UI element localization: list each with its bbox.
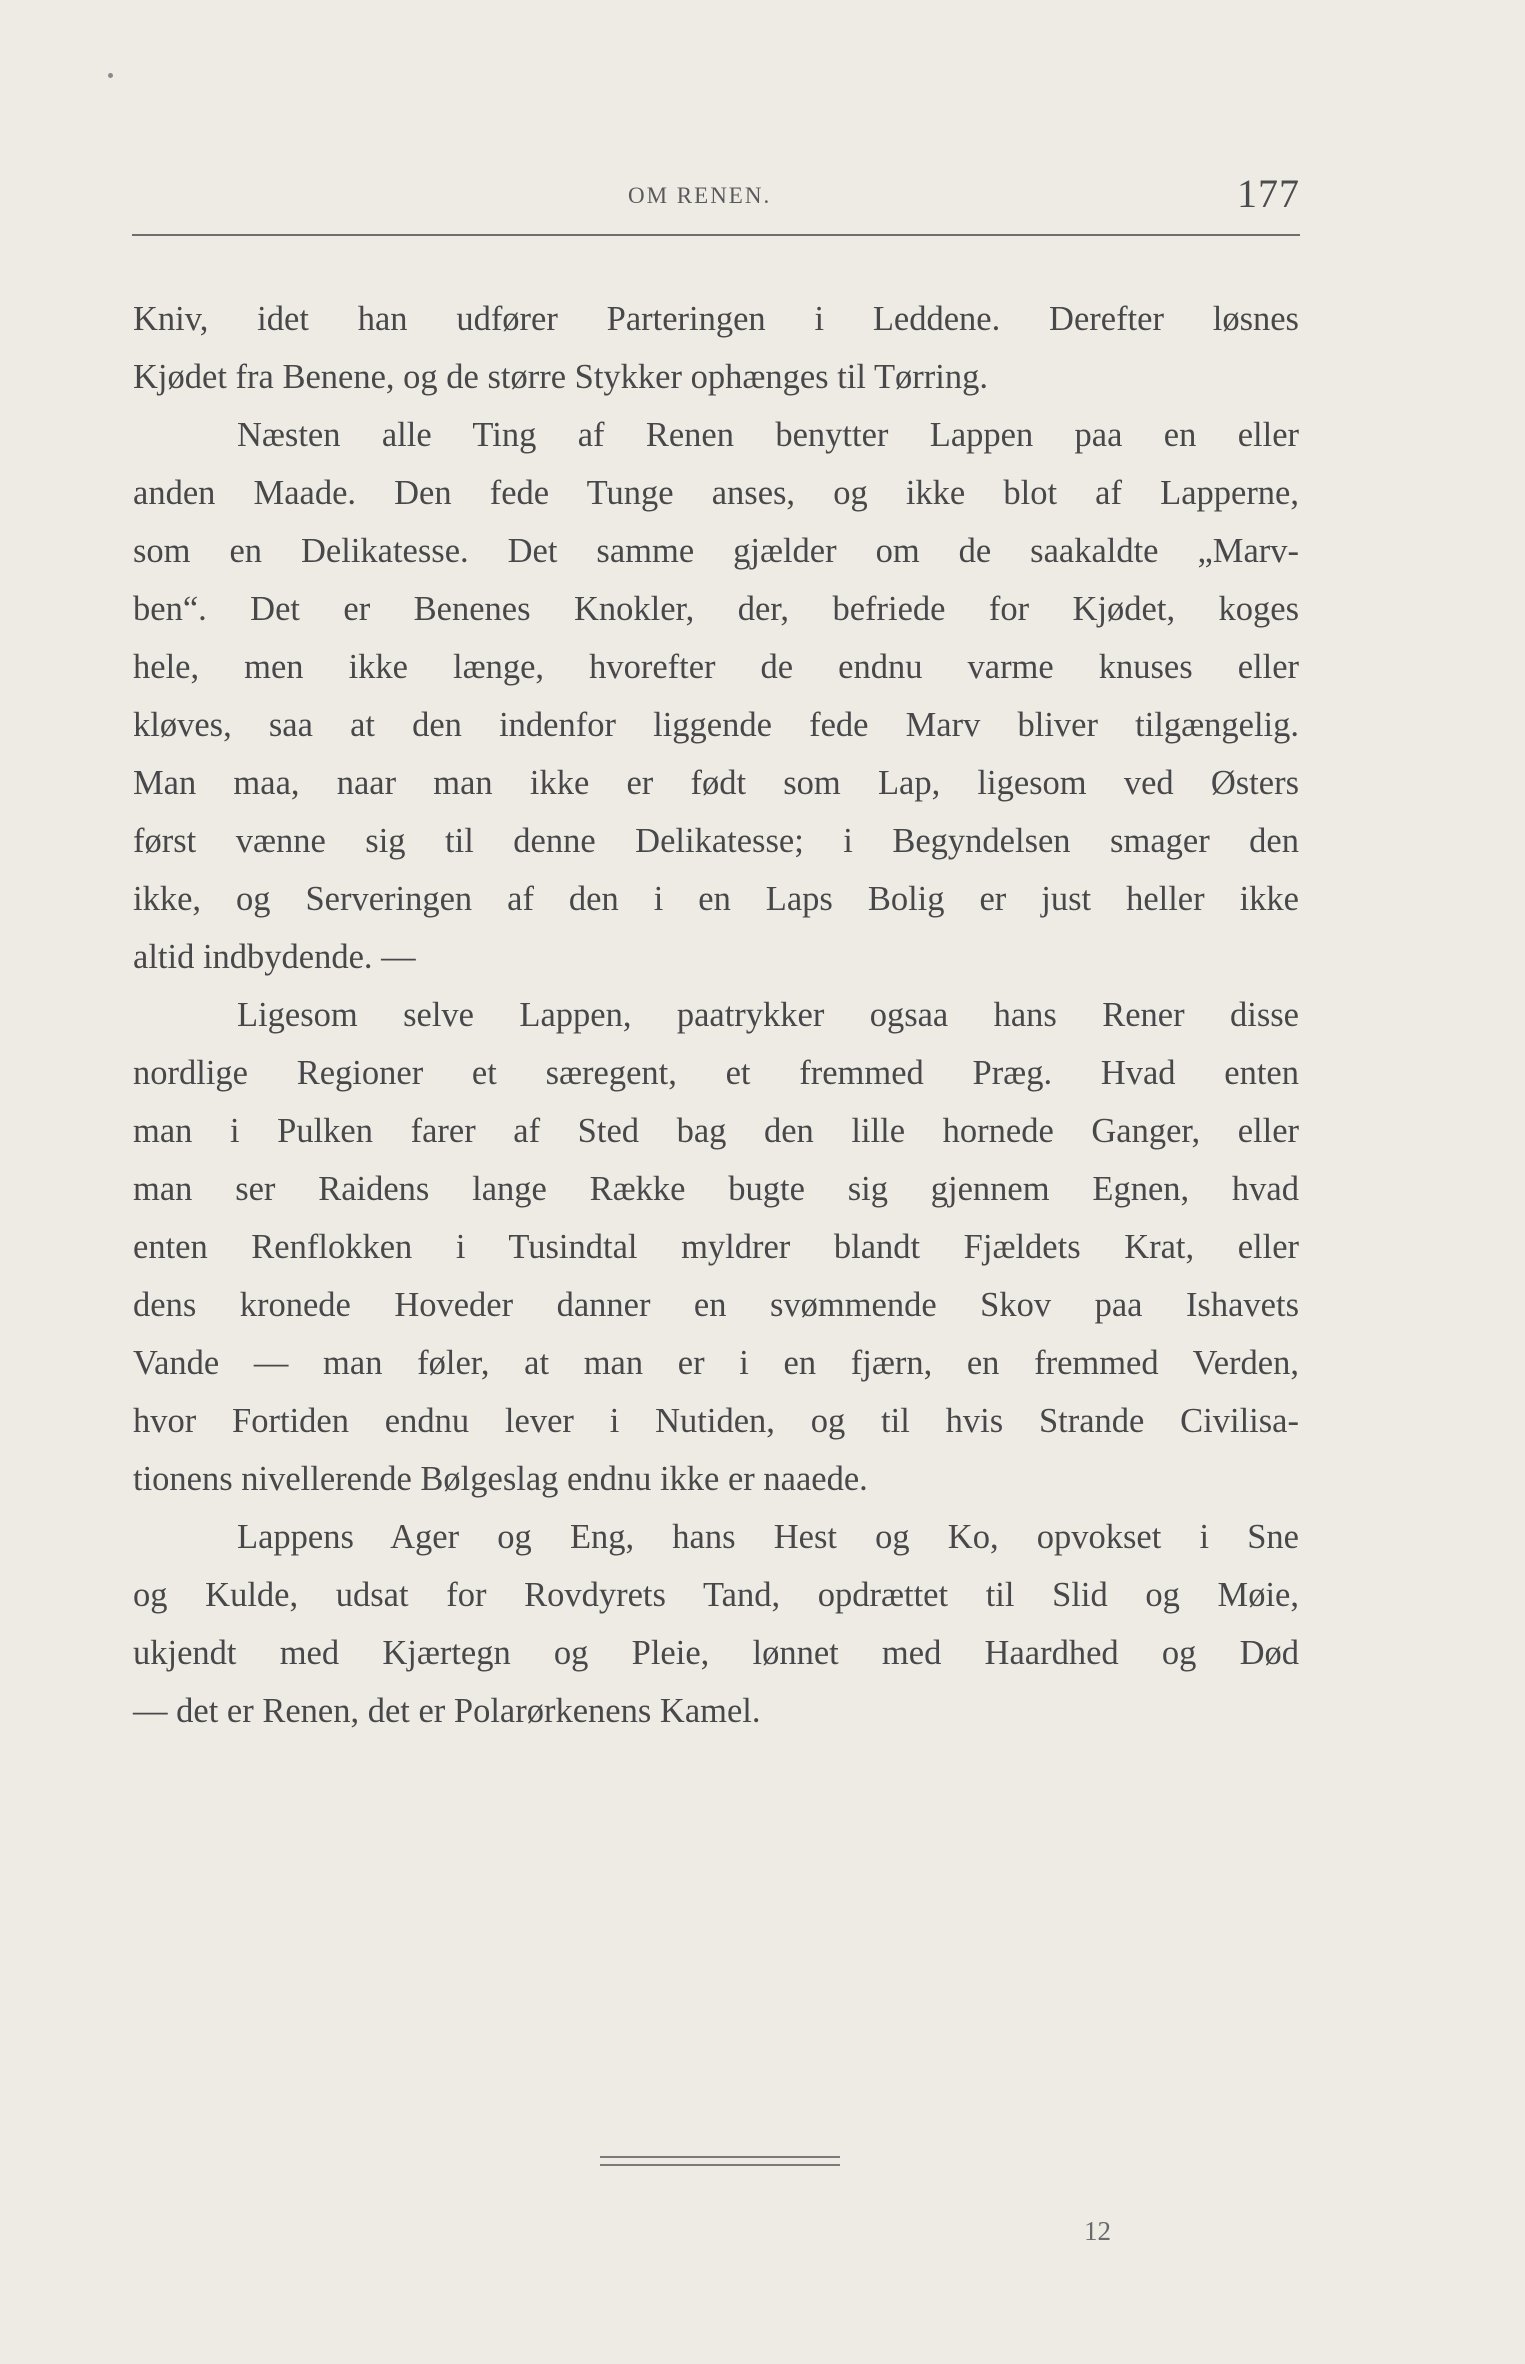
text-line: nordlige Regioner et særegent, et fremmed Præg. Hvad enten xyxy=(133,1054,1299,1092)
text-line: man ser Raidens lange Række bugte sig gjennem Egnen, hvad xyxy=(133,1170,1299,1208)
text-line: anden Maade. Den fede Tunge anses, og ikke blot af Lapperne, xyxy=(133,474,1299,512)
end-rule-top xyxy=(600,2156,840,2158)
text-line: først vænne sig til denne Delikatesse; i Begyndelsen smager den xyxy=(133,822,1299,860)
text-line: enten Renflokken i Tusindtal myldrer blandt Fjældets Krat, eller xyxy=(133,1228,1299,1266)
running-header-title: OM RENEN. xyxy=(628,183,772,208)
text-line: ben“. Det er Benenes Knokler, der, befriede for Kjødet, koges xyxy=(133,590,1299,628)
text-line: ikke, og Serveringen af den i en Laps Bolig er just heller ikke xyxy=(133,880,1299,918)
text-line: — det er Renen, det er Polarørkenens Kamel. xyxy=(133,1692,761,1730)
text-line: Kjødet fra Benene, og de større Stykker ophænges til Tørring. xyxy=(133,358,988,396)
text-line: man i Pulken farer af Sted bag den lille hornede Ganger, eller xyxy=(133,1112,1299,1150)
text-line: Ligesom selve Lappen, paatrykker ogsaa hans Rener disse xyxy=(237,996,1299,1034)
end-rule-bottom xyxy=(600,2164,840,2166)
text-line: altid indbydende. — xyxy=(133,938,416,976)
text-line: dens kronede Hoveder danner en svømmende Skov paa Ishavets xyxy=(133,1286,1299,1324)
text-line: som en Delikatesse. Det samme gjælder om de saakaldte „Marv- xyxy=(133,532,1299,570)
paper-speck xyxy=(108,73,113,78)
page-number: 177 xyxy=(1237,171,1300,216)
text-line: ukjendt med Kjærtegn og Pleie, lønnet med Haardhed og Død xyxy=(133,1634,1299,1672)
text-line: og Kulde, udsat for Rovdyrets Tand, opdrættet til Slid og Møie, xyxy=(133,1576,1299,1614)
header-rule xyxy=(132,234,1300,236)
text-line: hvor Fortiden endnu lever i Nutiden, og til hvis Strande Civilisa- xyxy=(133,1402,1299,1440)
text-line: hele, men ikke længe, hvorefter de endnu varme knuses eller xyxy=(133,648,1299,686)
text-line: tionens nivellerende Bølgeslag endnu ikke er naaede. xyxy=(133,1460,868,1498)
text-line: kløves, saa at den indenfor liggende fede Marv bliver tilgængelig. xyxy=(133,706,1299,744)
body-text xyxy=(133,290,1299,1740)
text-line: Næsten alle Ting af Renen benytter Lappen paa en eller xyxy=(237,416,1299,454)
text-line: Kniv, idet han udfører Parteringen i Leddene. Derefter løsnes xyxy=(133,300,1299,338)
printer-signature-mark: 12 xyxy=(1084,2216,1111,2246)
text-line: Man maa, naar man ikke er født som Lap, ligesom ved Østers xyxy=(133,764,1299,802)
text-line: Vande — man føler, at man er i en fjærn, en fremmed Verden, xyxy=(133,1344,1299,1382)
text-line: Lappens Ager og Eng, hans Hest og Ko, opvokset i Sne xyxy=(237,1518,1299,1556)
